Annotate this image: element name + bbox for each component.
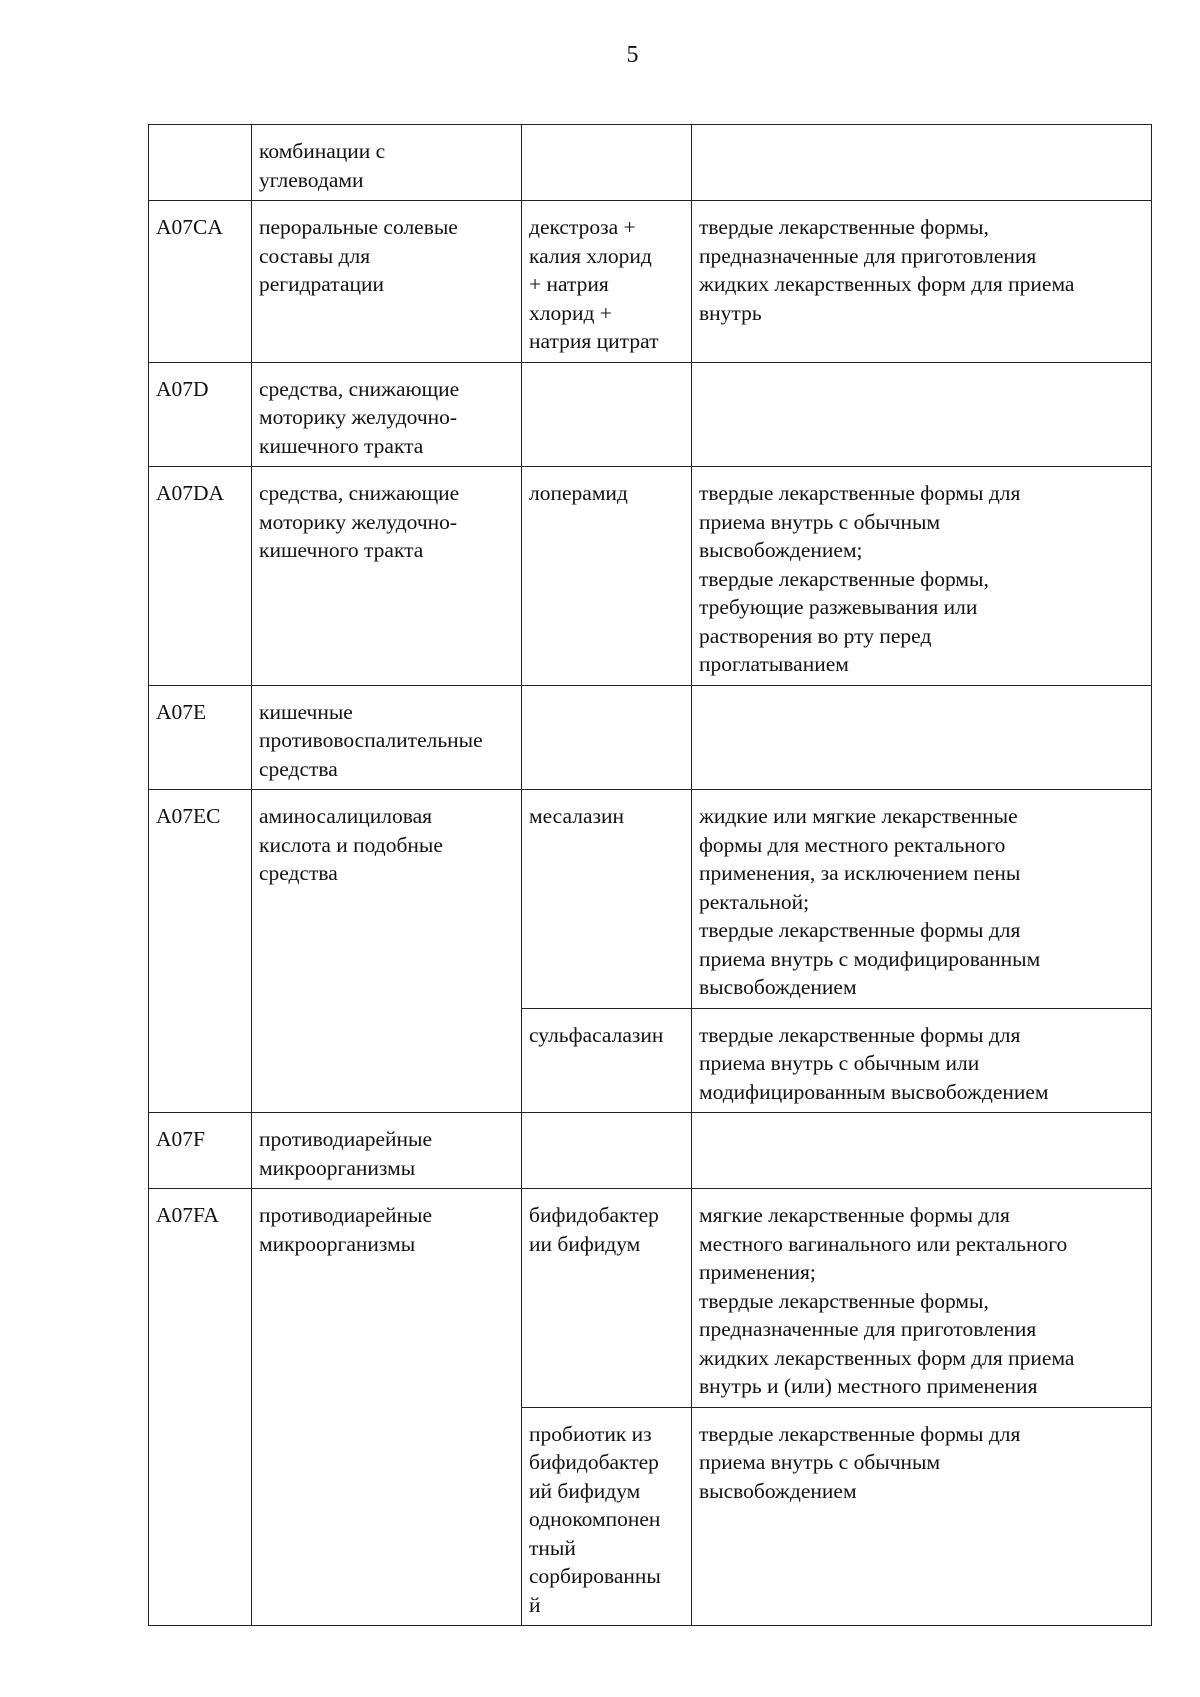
pharmacological-group-cell: средства, снижающие моторику желудочно- кишечного тракта	[252, 467, 522, 686]
dosage-form-cell: твердые лекарственные формы для приема внутрь с обычным высвобождением	[692, 1407, 1152, 1626]
drug-name-cell: сульфасалазин	[522, 1008, 692, 1113]
table-row	[149, 125, 1152, 201]
medication-table	[148, 124, 1152, 1626]
atc-code-cell: A07CA	[149, 201, 252, 363]
table-row	[149, 685, 1152, 790]
pharmacological-group-cell: кишечные противовоспалительные средства	[252, 685, 522, 790]
table-row	[149, 201, 1152, 363]
atc-code-cell	[149, 125, 252, 201]
drug-name-cell: бифидобактер ии бифидум	[522, 1189, 692, 1408]
pharmacological-group-cell: противодиарейные микроорганизмы	[252, 1113, 522, 1189]
dosage-form-cell: твердые лекарственные формы для приема внутрь с обычным высвобождением; твердые лекарственные формы, требующие разжевывания или растворения во рту перед проглатыванием	[692, 467, 1152, 686]
dosage-form-cell: мягкие лекарственные формы для местного вагинального или ректального применения; твердые лекарственные формы, предназначенные для приготовления жидких лекарственных форм для приема внутрь и (или) местного применения	[692, 1189, 1152, 1408]
atc-code-cell: A07FA	[149, 1189, 252, 1626]
page-number: 5	[626, 42, 639, 68]
dosage-form-cell	[692, 362, 1152, 467]
drug-name-cell	[522, 362, 692, 467]
table-row	[149, 790, 1152, 1009]
pharmacological-group-cell: средства, снижающие моторику желудочно- кишечного тракта	[252, 362, 522, 467]
drug-name-cell: декстроза + калия хлорид + натрия хлорид + натрия цитрат	[522, 201, 692, 363]
atc-code-cell: A07E	[149, 685, 252, 790]
drug-name-cell	[522, 125, 692, 201]
table-row	[149, 1113, 1152, 1189]
drug-name-cell: пробиотик из бифидобактер ий бифидум однокомпонен тный сорбированны й	[522, 1407, 692, 1626]
drug-name-cell: месалазин	[522, 790, 692, 1009]
atc-code-cell: A07D	[149, 362, 252, 467]
dosage-form-cell: твердые лекарственные формы для приема внутрь с обычным или модифицированным высвобождением	[692, 1008, 1152, 1113]
dosage-form-cell: твердые лекарственные формы, предназначенные для приготовления жидких лекарственных форм для приема внутрь	[692, 201, 1152, 363]
drug-name-cell	[522, 1113, 692, 1189]
atc-code-cell: A07EC	[149, 790, 252, 1113]
drug-name-cell: лоперамид	[522, 467, 692, 686]
pharmacological-group-cell: пероральные солевые составы для регидратации	[252, 201, 522, 363]
dosage-form-cell: жидкие или мягкие лекарственные формы для местного ректального применения, за исключением пены ректальной; твердые лекарственные формы для приема внутрь с модифицированным высвобождением	[692, 790, 1152, 1009]
drug-name-cell	[522, 685, 692, 790]
atc-code-cell: A07F	[149, 1113, 252, 1189]
table-row	[149, 1189, 1152, 1408]
table-row	[149, 362, 1152, 467]
table-body	[149, 125, 1152, 1626]
dosage-form-cell	[692, 1113, 1152, 1189]
dosage-form-cell	[692, 685, 1152, 790]
atc-code-cell: A07DA	[149, 467, 252, 686]
pharmacological-group-cell: аминосалициловая кислота и подобные средства	[252, 790, 522, 1113]
dosage-form-cell	[692, 125, 1152, 201]
pharmacological-group-cell: противодиарейные микроорганизмы	[252, 1189, 522, 1626]
pharmacological-group-cell: комбинации с углеводами	[252, 125, 522, 201]
table-row	[149, 467, 1152, 686]
